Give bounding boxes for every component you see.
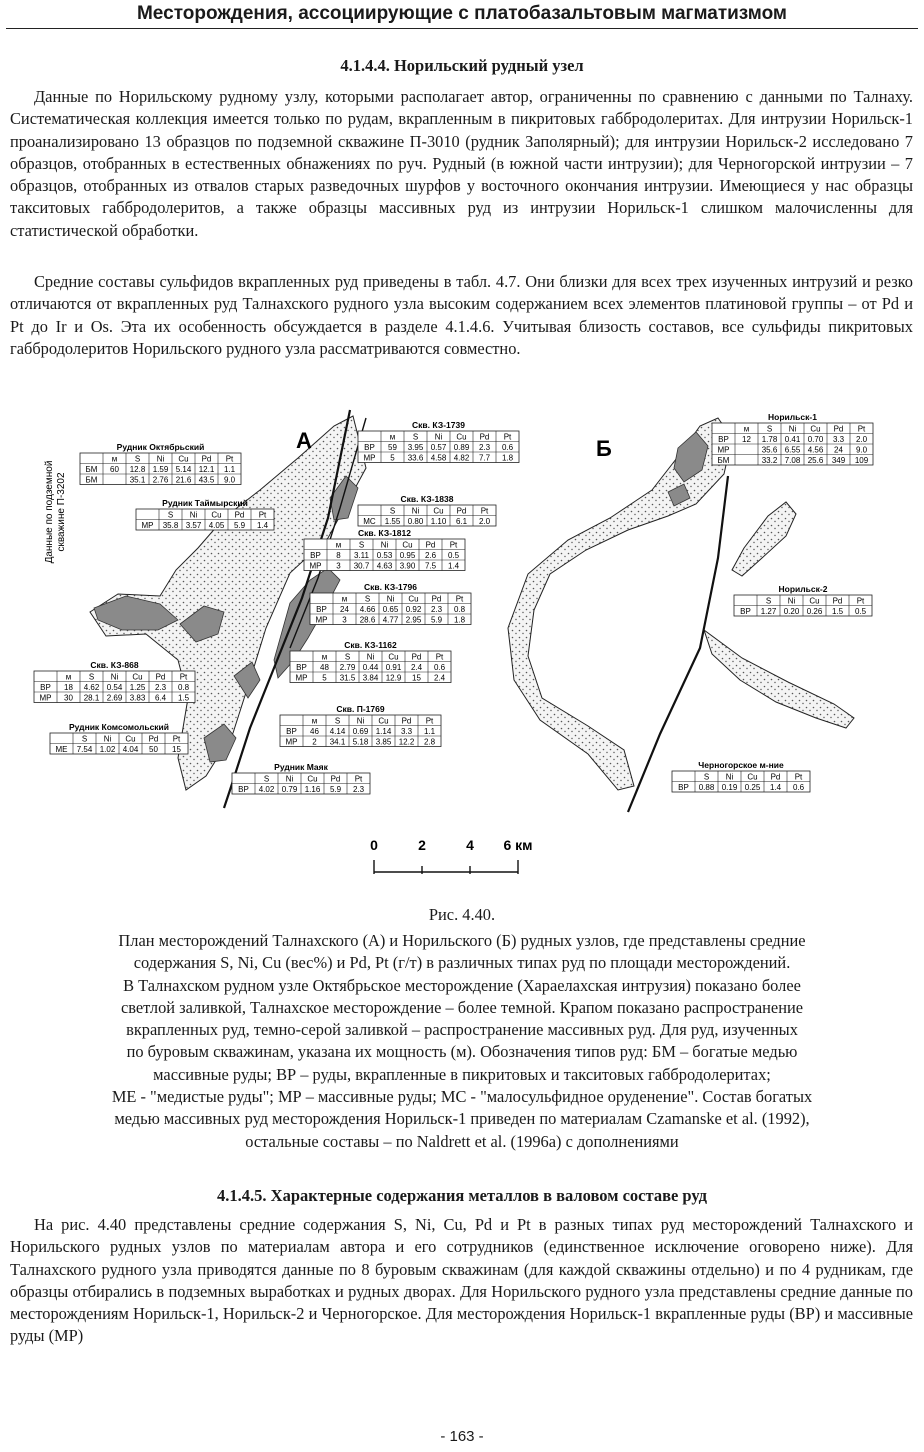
table-header-cell: Cu	[408, 594, 419, 604]
composition-table	[712, 412, 873, 465]
table-cell: 15	[172, 744, 181, 754]
table-cell: 12.2	[398, 737, 415, 747]
table-header-cell: S	[703, 772, 710, 782]
page-number: - 163 -	[440, 1428, 484, 1445]
composition-table	[290, 640, 451, 683]
table-cell: 2.79	[339, 662, 356, 672]
table-cell: 25.6	[807, 455, 824, 465]
table-cell: 1.5	[831, 606, 844, 616]
figure-4-40-map	[28, 398, 898, 888]
table-header-cell: S	[412, 432, 419, 442]
table-cell: 3	[336, 561, 341, 571]
table-cell: 3.11	[354, 550, 369, 560]
table-cell: 21.6	[175, 475, 192, 485]
table-cell: 0.19	[721, 782, 738, 792]
table-title: Скв. КЗ-1812	[358, 528, 411, 538]
table-header-cell: Ni	[787, 596, 796, 606]
table-cell: 12.9	[385, 673, 402, 683]
table-cell: 0.6	[433, 662, 446, 672]
caption-line: План месторождений Талнахского (А) и Норильского (Б) рудных узлов, где представлены средние	[118, 931, 806, 950]
section-title-4-1-4-4: 4.1.4.4. Норильский рудный узел	[340, 56, 584, 75]
table-cell: 1.4	[256, 520, 269, 530]
table-cell: 7.54	[76, 744, 93, 754]
table-cell: 6.1	[455, 516, 468, 526]
table-cell: 15	[412, 673, 421, 683]
paragraph-2	[10, 271, 913, 360]
table-cell: 3.90	[399, 561, 416, 571]
table-header-cell: Pt	[794, 772, 803, 782]
table-cell: 1.02	[99, 744, 116, 754]
table-header-cell: Ni	[366, 652, 375, 662]
table-cell: 0.70	[807, 434, 824, 444]
caption-line: вкрапленных руд, темно-серой заливкой – распространение массивных руд. Для руд, изученных	[126, 1020, 798, 1040]
table-header-cell: Cu	[433, 506, 444, 516]
table-cell: 3.3	[832, 434, 845, 444]
table-cell: МР	[285, 737, 298, 747]
table-header-cell: Cu	[178, 454, 189, 464]
table-cell: МР	[363, 453, 376, 463]
table-cell: МР	[309, 561, 322, 571]
table-header-cell: S	[344, 652, 351, 662]
table-header-cell: Ni	[356, 716, 365, 726]
table-cell: БМ	[85, 475, 98, 485]
table-header-cell: S	[389, 506, 396, 516]
table-cell: 1.1	[423, 726, 436, 736]
table-cell: 1.5	[177, 693, 190, 703]
table-header-cell: Ni	[434, 432, 443, 442]
table-header-cell: Ni	[156, 454, 165, 464]
table-cell: 1.10	[430, 516, 447, 526]
table-header-cell: S	[167, 510, 174, 520]
table-cell: 50	[149, 744, 158, 754]
table-title: Рудник Комсомольский	[68, 722, 170, 732]
table-header-cell: Cu	[125, 734, 136, 744]
table-cell: 2.3	[478, 442, 491, 452]
table-cell: 6.55	[784, 445, 801, 455]
table-cell: 2.6	[424, 550, 437, 560]
table-header-cell: Cu	[402, 540, 413, 550]
table-header-cell: S	[263, 774, 270, 784]
table-cell: 0.25	[744, 782, 761, 792]
table-cell: 2	[312, 737, 317, 747]
composition-table	[672, 760, 810, 792]
table-cell: 2.95	[405, 615, 422, 625]
scale-tick-2: 2	[418, 837, 426, 853]
table-header-cell: Cu	[378, 716, 389, 726]
table-cell: 33.6	[407, 453, 424, 463]
table-title: Скв. КЗ-1739	[412, 420, 465, 430]
table-header-cell: Cu	[132, 672, 143, 682]
table-cell: 0.57	[430, 442, 447, 452]
table-header-cell: Cu	[456, 432, 467, 442]
composition-table	[232, 762, 370, 794]
table-header-cell: Pt	[480, 506, 489, 516]
table-header-cell: м	[743, 424, 750, 434]
table-cell: 0.54	[106, 682, 123, 692]
table-cell: 3.95	[407, 442, 424, 452]
scale-tick-4: 4	[466, 837, 474, 853]
table-cell: БМ	[85, 464, 98, 474]
table-cell: 4.56	[807, 445, 824, 455]
table-cell: 0.89	[453, 442, 470, 452]
table-header-cell: Pd	[148, 734, 159, 744]
table-title: Скв. КЗ-1162	[344, 640, 397, 650]
table-header-cell: Pt	[258, 510, 267, 520]
table-cell: 1.4	[447, 561, 460, 571]
table-cell: 1.27	[760, 606, 777, 616]
composition-table	[50, 722, 188, 754]
table-header-cell: Pt	[503, 432, 512, 442]
table-cell: 60	[110, 464, 119, 474]
table-title: Скв. КЗ-868	[90, 660, 139, 670]
map-label-a: А	[296, 428, 312, 453]
table-cell: 8	[336, 550, 341, 560]
table-cell: 43.5	[198, 475, 215, 485]
table-header-cell: Pt	[354, 774, 363, 784]
table-cell: 5.9	[233, 520, 246, 530]
table-cell: МР	[39, 693, 52, 703]
table-cell: 0.41	[784, 434, 801, 444]
paragraph-1	[10, 86, 913, 242]
table-header-cell: Cu	[810, 424, 821, 434]
caption-line: содержания S, Ni, Cu (вес%) и Pd, Pt (г/т) в различных типах руд по площади месторождений.	[133, 953, 791, 973]
table-cell: 2.3	[352, 784, 365, 794]
paragraph-3	[10, 1214, 913, 1348]
table-cell: 7.08	[784, 455, 801, 465]
table-cell: 48	[320, 662, 329, 672]
table-cell: 4.04	[122, 744, 139, 754]
table-header-cell: Ni	[725, 772, 734, 782]
table-header-cell: Ni	[103, 734, 112, 744]
table-cell: 2.3	[154, 682, 167, 692]
composition-table	[734, 584, 872, 616]
table-cell: 18	[64, 682, 73, 692]
scale-tick-6-km: 6 км	[503, 837, 533, 853]
table-cell: МР	[315, 615, 328, 625]
table-cell: 349	[831, 455, 846, 465]
table-cell: 3.83	[129, 693, 146, 703]
table-cell: ВР	[316, 604, 327, 614]
table-cell: 0.53	[376, 550, 393, 560]
table-cell: 4.05	[208, 520, 225, 530]
table-cell: 46	[310, 726, 319, 736]
table-cell: 0.8	[453, 604, 466, 614]
table-cell: 12	[742, 434, 751, 444]
side-note-line-1: Данные по подземной	[44, 460, 55, 564]
paragraph-2-text: Средние составы сульфидов вкрапленных руд приведены в табл. 4.7. Они близки для всех трех изученных интрузий и резко отличаются от вкрапленных руд Талнахского рудного узла высоким содержанием всех элементов платиновой группы – от Pd и Pt до Ir и Os. Эта их особенность обсуждается в разделе 4.1.4.6. Учитывая близость составов, все сульфиды пикритовых габбродолеритов Норильского рудного узла рассматриваются совместно.	[10, 272, 913, 358]
table-cell: 9.0	[223, 475, 236, 485]
table-header-cell: S	[134, 454, 141, 464]
paragraph-3-text: На рис. 4.40 представлены средние содержания S, Ni, Cu, Pd и Pt в разных типах руд месторождений Талнахского и Норильского рудных узлов по материалам автора и его сотрудников (единственное исключение оговорено ниже). Для Талнахского рудного узла приводятся данные по 8 буровым скважинам (для каждой скважины отдельно) и по 4 рудникам, где образцы отбирались в подземных выработках и рудных дворах. Для Норильского рудного узла представлены средние данные по месторождениям Норильск-1, Норильск-2 и Черногорское. Для месторождения Норильск-1 вкрапленные руды (ВР) и массивные руды (МР)	[10, 1215, 913, 1346]
figure-caption	[0, 930, 924, 1153]
table-cell: 0.8	[177, 682, 190, 692]
table-header-cell: Pd	[330, 774, 341, 784]
table-cell: 9.0	[855, 445, 868, 455]
table-cell: 12.1	[198, 464, 215, 474]
table-cell: 1.8	[501, 453, 514, 463]
table-header-cell: S	[81, 734, 88, 744]
table-cell: ВР	[364, 442, 375, 452]
table-cell: ВР	[678, 782, 689, 792]
table-header-cell: S	[364, 594, 371, 604]
table-header-cell: S	[358, 540, 365, 550]
table-cell: 0.5	[854, 606, 867, 616]
table-cell: 24	[834, 445, 843, 455]
table-cell: 4.14	[329, 726, 346, 736]
table-header-cell: Ni	[110, 672, 119, 682]
table-cell: 0.6	[501, 442, 514, 452]
table-header-cell: м	[65, 672, 72, 682]
figure-number: Рис. 4.40.	[428, 905, 496, 924]
table-cell: МС	[363, 516, 376, 526]
table-cell: 4.82	[453, 453, 470, 463]
table-header-cell: Pd	[234, 510, 245, 520]
composition-table	[80, 442, 241, 485]
table-header-cell: Pt	[225, 454, 234, 464]
table-cell: 4.02	[258, 784, 275, 794]
table-header-cell: Pd	[201, 454, 212, 464]
table-cell: 2.3	[430, 604, 443, 614]
table-header-cell: Ni	[189, 510, 198, 520]
table-cell: ВР	[40, 682, 51, 692]
table-header-cell: S	[766, 424, 773, 434]
table-cell: 1.4	[769, 782, 782, 792]
table-cell: 0.26	[806, 606, 823, 616]
table-cell: 1.8	[453, 615, 466, 625]
table-cell: 35.6	[761, 445, 778, 455]
table-cell: 1.16	[304, 784, 321, 794]
table-cell: 30.7	[353, 561, 370, 571]
table-cell: 33.2	[761, 455, 778, 465]
table-header-cell: Cu	[747, 772, 758, 782]
table-cell: 2.69	[106, 693, 123, 703]
table-cell: МР	[295, 673, 308, 683]
caption-line: медью массивных руд месторождения Норильск-1 приведен по материалам Czamanske et al. (1992),	[114, 1109, 810, 1129]
table-header-cell: Cu	[211, 510, 222, 520]
table-header-cell: Pd	[456, 506, 467, 516]
table-cell: 3	[342, 615, 347, 625]
table-title: Рудник Маяк	[274, 762, 328, 772]
table-cell: 4.77	[382, 615, 399, 625]
table-cell: 4.58	[430, 453, 447, 463]
table-header-cell: Pt	[857, 424, 866, 434]
table-cell: 28.1	[83, 693, 100, 703]
table-cell: МР	[141, 520, 154, 530]
caption-line: МЕ - "медистые руды"; МР – массивные руды; МС - "малосульфидное оруденение". Состав богатых	[111, 1087, 813, 1107]
table-cell: 35.1	[129, 475, 146, 485]
table-cell: 0.79	[281, 784, 298, 794]
table-cell: 4.66	[359, 604, 376, 614]
table-header-cell: м	[311, 716, 318, 726]
table-cell: 0.95	[399, 550, 416, 560]
table-header-cell: м	[335, 540, 342, 550]
table-cell: 0.65	[382, 604, 399, 614]
table-header-cell: Pd	[479, 432, 490, 442]
table-cell: БМ	[717, 455, 730, 465]
table-cell: 2.4	[433, 673, 446, 683]
table-cell: 3.3	[400, 726, 413, 736]
header-rule	[6, 28, 918, 29]
table-cell: 5.9	[430, 615, 443, 625]
table-cell: ВР	[238, 784, 249, 794]
norilsk-1-intrusion	[508, 418, 732, 790]
table-cell: 1.55	[384, 516, 401, 526]
table-header-cell: м	[389, 432, 396, 442]
table-cell: МЕ	[55, 744, 68, 754]
table-header-cell: Pd	[833, 424, 844, 434]
side-note-line-2: скважине П-3202	[56, 472, 67, 552]
table-header-cell: Pd	[411, 652, 422, 662]
table-cell: 0.92	[405, 604, 422, 614]
composition-table	[358, 494, 496, 526]
map-label-b: Б	[596, 436, 612, 461]
table-cell: 5	[390, 453, 395, 463]
table-header-cell: Pt	[435, 652, 444, 662]
table-cell: 5.14	[175, 464, 192, 474]
table-header-cell: Ni	[380, 540, 389, 550]
table-cell: ВР	[296, 662, 307, 672]
table-cell: 2.0	[855, 434, 868, 444]
table-header-cell: Pt	[172, 734, 181, 744]
table-cell: 109	[854, 455, 869, 465]
table-header-cell: Pt	[179, 672, 188, 682]
table-cell: 0.5	[447, 550, 460, 560]
table-header-cell: м	[321, 652, 328, 662]
table-cell: 0.20	[783, 606, 800, 616]
table-header-cell: Cu	[307, 774, 318, 784]
caption-line: светлой заливкой, Талнахское месторождение – более темной. Крапом показано распространение	[120, 997, 804, 1017]
table-cell: 5	[322, 673, 327, 683]
caption-line: по буровым скважинам, указана их мощность (м). Обозначения типов руд: БМ – богатые медью	[126, 1042, 798, 1062]
table-cell: 31.5	[339, 673, 356, 683]
table-cell: 1.1	[223, 464, 236, 474]
table-title: Норильск-2	[778, 584, 828, 594]
table-cell: 0.69	[352, 726, 369, 736]
table-cell: 59	[388, 442, 397, 452]
table-title: Норильск-1	[768, 412, 817, 422]
table-cell: 0.44	[362, 662, 379, 672]
table-cell: ВР	[718, 434, 729, 444]
table-header-cell: Pd	[770, 772, 781, 782]
table-title: Скв. П-1769	[336, 704, 385, 714]
table-header-cell: Pd	[425, 540, 436, 550]
caption-line: остальные составы – по Naldrett et al. (1996a) с дополнениями	[245, 1131, 679, 1151]
table-header-cell: Cu	[388, 652, 399, 662]
table-header-cell: м	[111, 454, 118, 464]
paragraph-1-text: Данные по Норильскому рудному узлу, которыми располагает автор, ограниченны по сравнению с данными по Талнаху. Систематическая коллекция имеется только по рудам, вкрапленным в пикритовых габбродолеритах. Для интрузии Норильск-1 проанализировано 13 образцов по подземной скважине П-3010 (рудник Заполярный); для интрузии Норильск-2 исследовано 7 образцов, отобранных в естественных обнажениях по руч. Рудный (в южной части интрузии); для Черногорской интрузии – 7 образцов, отобранных из отвалов старых разведочных шурфов у восточного окончания интрузии. Имеющиеся у нас образцы такситовых габбродолеритов, а также образцы массивных руд из интрузии Норильск-1 слишком малочисленны для статистической обработки.	[10, 87, 913, 240]
table-cell: 24	[340, 604, 349, 614]
table-title: Скв. КЗ-1796	[364, 582, 417, 592]
table-header-cell: S	[88, 672, 95, 682]
table-cell: 2.76	[152, 475, 169, 485]
table-header-cell: Pd	[431, 594, 442, 604]
caption-line: В Талнахском рудном узле Октябрьское месторождение (Хараелахская интрузия) показано более	[123, 975, 801, 995]
section-title-4-1-4-5: 4.1.4.5. Характерные содержания металлов в валовом составе руд	[217, 1186, 707, 1205]
table-cell: 1.78	[761, 434, 778, 444]
table-header-cell: Pd	[401, 716, 412, 726]
table-cell: 3.85	[375, 737, 392, 747]
table-cell: 0.80	[407, 516, 424, 526]
table-cell: 0.88	[698, 782, 715, 792]
table-title: Черногорское м-ние	[698, 760, 784, 770]
table-header-cell: Pd	[832, 596, 843, 606]
table-cell: 28.6	[359, 615, 376, 625]
table-cell: 7.7	[478, 453, 491, 463]
table-cell: 1.14	[375, 726, 392, 736]
table-cell: 34.1	[329, 737, 346, 747]
table-header-cell: S	[334, 716, 341, 726]
table-cell: 2.8	[423, 737, 436, 747]
table-title: Рудник Октябрьский	[116, 442, 205, 452]
table-cell: 5.18	[352, 737, 369, 747]
table-cell: 7.5	[424, 561, 437, 571]
table-cell: 5.9	[329, 784, 342, 794]
table-header-cell: Pt	[455, 594, 464, 604]
scale-bar	[370, 837, 532, 874]
scale-tick-0: 0	[370, 837, 378, 853]
table-header-cell: Pt	[449, 540, 458, 550]
table-cell: 1.25	[129, 682, 146, 692]
table-header-cell: Ni	[386, 594, 395, 604]
table-header-cell: Pt	[856, 596, 865, 606]
table-cell: 0.6	[792, 782, 805, 792]
table-header-cell: Pt	[425, 716, 434, 726]
table-header-cell: Ni	[788, 424, 797, 434]
table-header-cell: S	[765, 596, 772, 606]
table-cell: 4.63	[376, 561, 393, 571]
table-cell: 12.8	[129, 464, 146, 474]
running-header: Месторождения, ассоциирующие с платобазальтовым магматизмом	[136, 3, 787, 24]
table-cell: 4.62	[83, 682, 100, 692]
composition-table	[358, 420, 519, 463]
table-cell: 0.91	[385, 662, 402, 672]
table-cell: 35.8	[162, 520, 179, 530]
table-cell: МР	[717, 445, 730, 455]
table-cell: ВР	[286, 726, 297, 736]
table-cell: 30	[64, 693, 73, 703]
table-cell: 3.57	[185, 520, 202, 530]
caption-line: массивные руды; ВР – руды, вкрапленные в пикритовых и такситовых габбродолеритах;	[153, 1064, 771, 1084]
table-cell: ВР	[310, 550, 321, 560]
table-cell: 1.59	[152, 464, 169, 474]
table-header-cell: м	[341, 594, 348, 604]
norilsk-2-intrusion	[732, 502, 796, 576]
table-title: Скв. КЗ-1838	[400, 494, 454, 504]
composition-table	[280, 704, 441, 747]
table-header-cell: Ni	[285, 774, 294, 784]
composition-table	[34, 660, 195, 703]
table-cell: 6.4	[154, 693, 167, 703]
table-header-cell: Pd	[155, 672, 166, 682]
table-cell: 2.4	[410, 662, 423, 672]
table-cell: 3.84	[362, 673, 379, 683]
chernogorsk-intrusion	[704, 630, 854, 728]
table-cell: 2.0	[478, 516, 491, 526]
table-title: Рудник Таймырский	[162, 498, 248, 508]
table-header-cell: Cu	[809, 596, 820, 606]
table-cell: ВР	[740, 606, 751, 616]
table-header-cell: Ni	[411, 506, 420, 516]
